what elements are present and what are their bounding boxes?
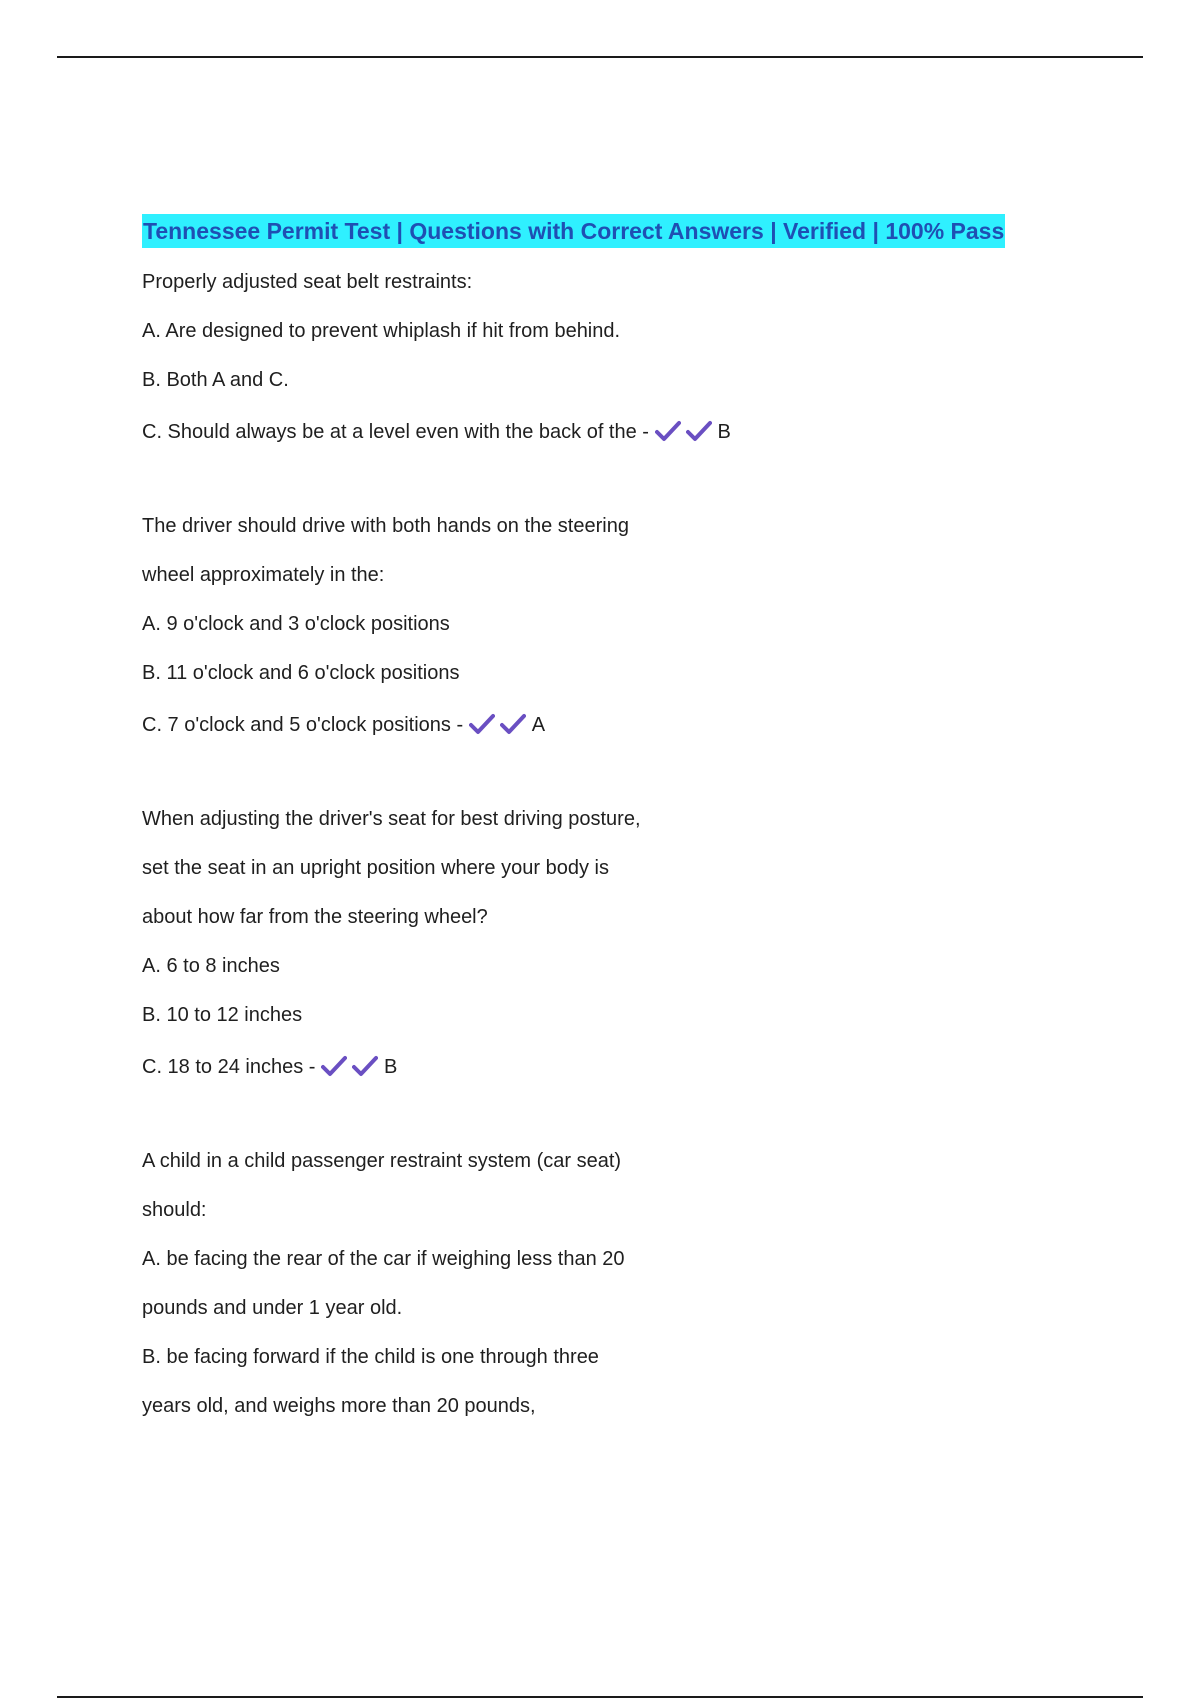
question-text: set the seat in an upright position where your body is <box>142 857 609 879</box>
option-with-answer <box>142 1040 1082 1095</box>
question-text: Properly adjusted seat belt restraints: <box>142 271 473 293</box>
answer-letter: B <box>717 421 731 443</box>
question-text: When adjusting the driver's seat for best driving posture, <box>142 808 641 830</box>
option: A. 6 to 8 inches <box>142 955 280 977</box>
option: years old, and weighs more than 20 pounds, <box>142 1395 536 1417</box>
question-2 <box>142 502 1082 753</box>
header-rule <box>57 56 1143 58</box>
option: B. 11 o'clock and 6 o'clock positions <box>142 662 460 684</box>
option: A. 9 o'clock and 3 o'clock positions <box>142 613 450 635</box>
question-4 <box>142 1137 1082 1431</box>
check-icon <box>352 1055 378 1077</box>
question-text: should: <box>142 1199 207 1221</box>
footer-rule <box>57 1696 1143 1698</box>
question-text: A child in a child passenger restraint system (car seat) <box>142 1150 622 1172</box>
option-text: C. Should always be at a level even with the back of the - <box>142 421 649 443</box>
document-body <box>142 214 1082 1431</box>
option: B. Both A and C. <box>142 369 289 391</box>
option-with-answer <box>142 405 1082 460</box>
check-icon <box>686 420 712 442</box>
document-title: Tennessee Permit Test | Questions with Correct Answers | Verified | 100% Pass <box>142 214 1005 248</box>
check-icon <box>655 420 681 442</box>
option: pounds and under 1 year old. <box>142 1297 403 1319</box>
option: A. Are designed to prevent whiplash if hit from behind. <box>142 320 621 342</box>
question-text: about how far from the steering wheel? <box>142 906 488 928</box>
option-with-answer <box>142 698 1082 753</box>
answer-letter: A <box>531 714 546 736</box>
option: A. be facing the rear of the car if weighing less than 20 <box>142 1248 625 1270</box>
check-icon <box>469 713 495 735</box>
question-1 <box>142 258 1082 460</box>
check-icon <box>321 1055 347 1077</box>
question-3 <box>142 795 1082 1095</box>
answer-letter: B <box>384 1056 398 1078</box>
option-text: C. 18 to 24 inches - <box>142 1056 316 1078</box>
question-text: The driver should drive with both hands on the steering <box>142 515 629 537</box>
option: B. 10 to 12 inches <box>142 1004 303 1026</box>
option-text: C. 7 o'clock and 5 o'clock positions - <box>142 714 464 736</box>
question-text: wheel approximately in the: <box>142 564 385 586</box>
check-icon <box>500 713 526 735</box>
option: B. be facing forward if the child is one through three <box>142 1346 599 1368</box>
